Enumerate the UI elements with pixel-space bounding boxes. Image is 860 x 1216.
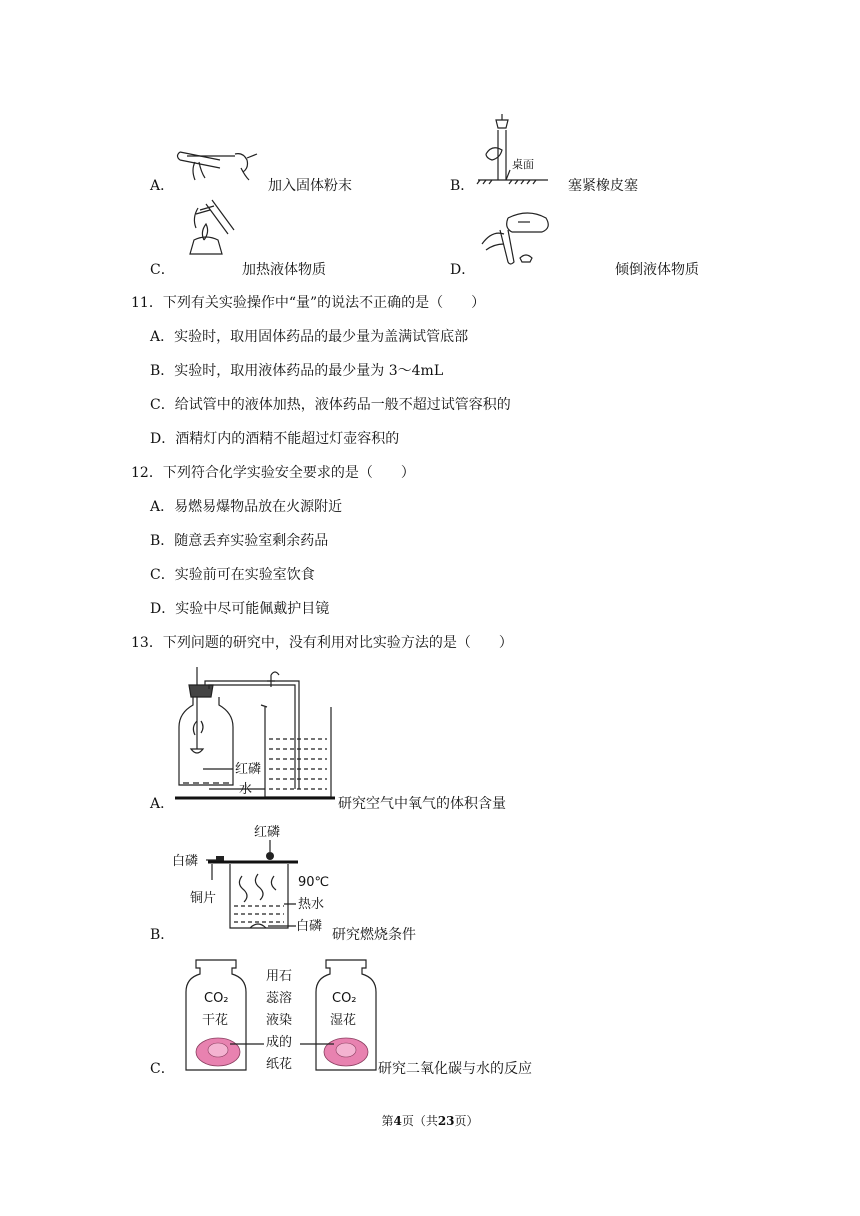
q13-a-red-phosphorus-label: 红磷 <box>235 762 262 777</box>
q12-option-d: D．实验中尽可能佩戴护目镜 <box>150 601 330 617</box>
q10-option-d-caption: 倾倒液体物质 <box>615 262 699 278</box>
footer-page-number: 4 <box>393 1114 402 1128</box>
q13-c-left-gas: CO₂ <box>204 991 229 1006</box>
q13-c-right-gas: CO₂ <box>332 991 357 1006</box>
q10-option-b-caption: 塞紧橡皮塞 <box>568 178 638 194</box>
q13-c-middle-line-1: 用石 <box>266 969 293 984</box>
q13-option-b-letter: B． <box>150 927 175 943</box>
q13-b-red-phosphorus-label: 红磷 <box>254 825 281 840</box>
q10-b-table-label: 桌面 <box>512 158 534 171</box>
footer-suffix: 页） <box>454 1114 479 1128</box>
q13-figure-a <box>175 665 345 805</box>
q13-figure-b <box>172 822 332 942</box>
q13-a-water-label: 水 <box>239 782 253 797</box>
q10-option-a-letter: A． <box>150 178 175 194</box>
q13-b-copper-label: 铜片 <box>190 891 217 906</box>
q11-option-b: B．实验时，取用液体药品的最少量为 3～4mL <box>150 363 444 379</box>
q13-c-middle-line-4: 成的 <box>266 1035 293 1050</box>
q13-c-middle-line-2: 蕊溶 <box>266 991 293 1006</box>
q10-figure-c <box>176 198 236 270</box>
q10-option-b-letter: B． <box>450 178 475 194</box>
q11-stem: 11．下列有关实验操作中“量”的说法不正确的是（ ） <box>131 295 486 311</box>
q10-figure-a <box>175 140 265 185</box>
q13-figure-c <box>182 958 382 1076</box>
q13-b-white-phosphorus-bottom-label: 白磷 <box>296 919 323 934</box>
q13-c-right-flower-center <box>336 1043 356 1057</box>
q13-c-right-flower: 湿花 <box>330 1013 357 1028</box>
page-footer <box>0 1112 860 1129</box>
q13-b-hot-water-label: 热水 <box>298 897 325 912</box>
q10-option-c-caption: 加热液体物质 <box>242 262 326 278</box>
q13-option-c-letter: C． <box>150 1061 175 1077</box>
q11-option-a: A．实验时，取用固体药品的最少量为盖满试管底部 <box>150 329 469 345</box>
q13-option-a-caption: 研究空气中氧气的体积含量 <box>338 796 506 812</box>
q13-option-a-letter: A． <box>150 796 175 812</box>
q12-option-b: B．随意丢弃实验室剩余药品 <box>150 533 329 549</box>
q12-option-a: A．易燃易爆物品放在火源附近 <box>150 499 343 515</box>
q10-option-c-letter: C． <box>150 262 175 278</box>
q10-figure-d <box>478 210 558 272</box>
q11-option-d: D．酒精灯内的酒精不能超过灯壶容积的 <box>150 431 400 447</box>
q13-option-b-caption: 研究燃烧条件 <box>332 927 416 943</box>
q13-stem: 13．下列问题的研究中，没有利用对比实验方法的是（ ） <box>131 635 513 651</box>
q13-c-left-flower-center <box>208 1043 228 1057</box>
footer-total-pages: 23 <box>437 1114 455 1128</box>
footer-prefix: 第 <box>381 1114 394 1128</box>
q12-option-c: C．实验前可在实验室饮食 <box>150 567 315 583</box>
q11-option-c: C．给试管中的液体加热，液体药品一般不超过试管容积的 <box>150 397 511 413</box>
q13-c-middle-line-3: 液染 <box>266 1013 293 1028</box>
q13-c-middle-line-5: 纸花 <box>266 1057 293 1072</box>
q10-option-a-caption: 加入固体粉末 <box>268 178 352 194</box>
q10-option-d-letter: D． <box>450 262 476 278</box>
q13-option-c-caption: 研究二氧化碳与水的反应 <box>378 1061 532 1077</box>
q13-c-left-flower: 干花 <box>202 1013 229 1028</box>
q13-b-white-phosphorus-top-label: 白磷 <box>172 854 199 869</box>
q12-stem: 12．下列符合化学实验安全要求的是（ ） <box>131 465 415 481</box>
footer-mid: 页（共 <box>401 1114 438 1128</box>
q10-figure-b <box>476 112 556 187</box>
q13-b-temp-label: 90℃ <box>298 875 330 890</box>
